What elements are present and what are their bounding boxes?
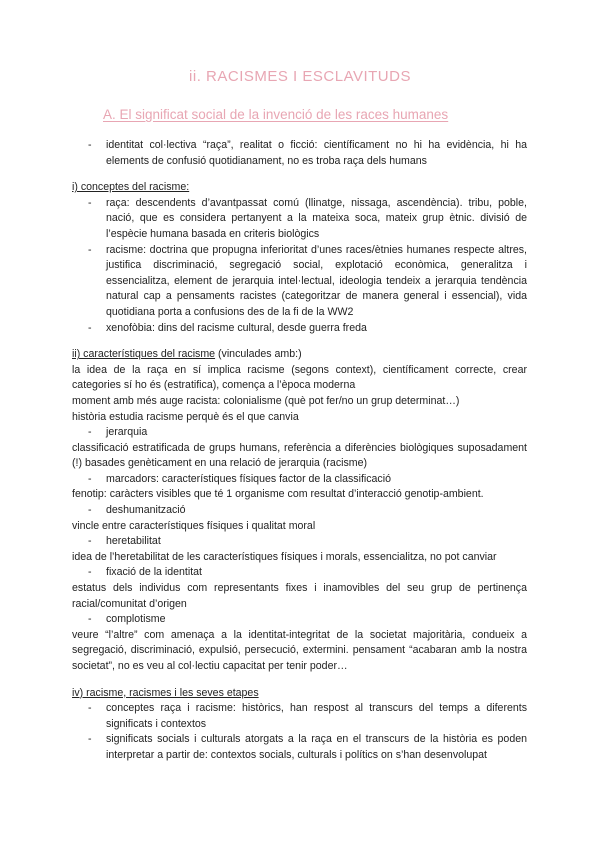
characteristics-heading: ii) característiques del racisme — [72, 348, 216, 361]
section-a-heading: A. El significat social de la invenció de les races humanes — [103, 107, 449, 122]
intro-list — [72, 138, 527, 169]
list-item: - marcadors: característiques físiques factor de la classificació — [72, 472, 527, 488]
list-item: - conceptes raça i racisme: històrics, han respost al transcurs del temps a diferents significats i contextos — [72, 701, 527, 732]
stages-heading: iv) racisme, racismes i les seves etapes — [72, 686, 259, 699]
list-item: - heretabilitat — [72, 534, 527, 550]
characteristics-heading-note: (vinculades amb:) — [215, 348, 302, 361]
page-title: ii. RACISMES I ESCLAVITUDS — [189, 68, 411, 85]
paragraph: veure “l’altre” com amenaça a la identitat-integritat de la societat majoritària, condueix a segregació, discriminació, expulsió, persecució, extermini. pensament “acabaran amb la nostra societat”, no es veu al col·lectiu capacitat per tenir poder… — [72, 628, 527, 672]
list-item: - complotisme — [72, 612, 527, 628]
list-item: - significats socials i culturals atorgats a la raça en el transcurs de la història es poden interpretar a partir de: contextos socials, culturals i polítics on s’han desenvolupat — [72, 732, 527, 763]
paragraph: classificació estratificada de grups humans, referència a diferències biològiques suposadament (!) basades genèticament en una relació de jerarquia (racisme) — [72, 441, 527, 470]
concept-item-xenofobia: - xenofòbia: dins del racisme cultural, desde guerra freda — [72, 321, 527, 337]
paragraph: vincle entre característiques físiques i qualitat moral — [72, 519, 316, 532]
concept-item-raca: - raça: descendents d’avantpassat comú (llinatge, nissaga, ascendència). tribu, poble, nació, que es considera pertanyent a la mateixa soca, mateix grup ètnic. divisió de l’espècie humana basada en criteris biològics — [72, 196, 527, 243]
concept-item-racisme: - racisme: doctrina que propugna inferioritat d’unes races/ètnies humanes respecte altres, justifica discriminació, segregació social, explotació econòmica, generalitza i essencialitza, element de jerarquia intel·lectual, ideologia tendeix a jerarquia tendència natural cap a pensaments racistes (categoritzar de manera general i essencial), vida quotidiana porta a confusions des de la fi de la WW2 — [72, 243, 527, 321]
concepts-heading: i) conceptes del racisme: — [72, 181, 190, 194]
list-item: - deshumanització — [72, 503, 527, 519]
list-item: - jerarquia — [72, 425, 527, 441]
paragraph: estatus dels individus com representants fixes i inamovibles del seu grup de pertinença racial/comunitat d’origen — [72, 582, 527, 610]
stages-list — [72, 701, 527, 763]
content-body — [72, 138, 527, 764]
paragraph: idea de l’heretabilitat de les característiques físiques i morals, essencialitza, no pot canviar — [72, 550, 497, 563]
concepts-list — [72, 196, 527, 336]
list-item: - fixació de la identitat — [72, 565, 527, 581]
intro-item: - identitat col·lectiva “raça”, realitat o ficció: científicament no hi ha evidència, hi ha elements de confusió quotidianament, no es troba raça dels humans — [72, 138, 527, 169]
paragraph: la idea de la raça en sí implica racisme (segons context), científicament correcte, crear categories sí ho és (estratifica), comença a l’època moderna — [72, 363, 527, 392]
characteristics-heading-line — [72, 347, 527, 363]
paragraph: fenotip: caràcters visibles que té 1 organisme com resultat d’interacció genotip-ambient. — [72, 488, 484, 501]
paragraph: moment amb més auge racista: colonialisme (què pot fer/no un grup determinat…) — [72, 394, 460, 407]
paragraph: història estudia racisme perquè és el que canvia — [72, 410, 299, 423]
